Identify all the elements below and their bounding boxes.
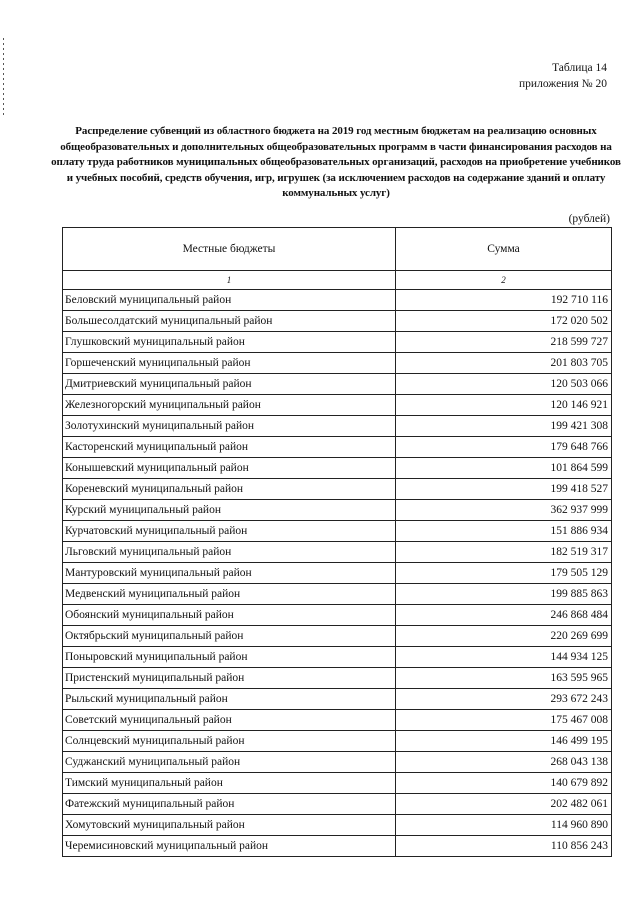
district-name: Касторенский муниципальный район [63,437,396,458]
district-sum: 110 856 243 [396,836,612,857]
district-name: Льговский муниципальный район [63,542,396,563]
table-row [63,815,612,836]
district-sum: 151 886 934 [396,521,612,542]
table-row [63,794,612,815]
district-name: Хомутовский муниципальный район [63,815,396,836]
table-row [63,668,612,689]
column-header-budgets: Местные бюджеты [63,228,396,271]
district-name: Рыльский муниципальный район [63,689,396,710]
table-row [63,752,612,773]
table-row [63,332,612,353]
district-sum: 114 960 890 [396,815,612,836]
column-index-1: 1 [63,271,396,290]
district-sum: 268 043 138 [396,752,612,773]
district-name: Черемисиновский муниципальный район [63,836,396,857]
district-sum: 199 418 527 [396,479,612,500]
district-name: Солнцевский муниципальный район [63,731,396,752]
table-row [63,773,612,794]
district-name: Курчатовский муниципальный район [63,521,396,542]
column-index-row [63,271,612,290]
table-row [63,647,612,668]
district-sum: 172 020 502 [396,311,612,332]
district-sum: 140 679 892 [396,773,612,794]
table-row [63,437,612,458]
district-name: Дмитриевский муниципальный район [63,374,396,395]
table-row [63,416,612,437]
district-sum: 146 499 195 [396,731,612,752]
district-sum: 199 421 308 [396,416,612,437]
district-sum: 101 864 599 [396,458,612,479]
district-sum: 201 803 705 [396,353,612,374]
district-sum: 182 519 317 [396,542,612,563]
table-row [63,395,612,416]
district-name: Беловский муниципальный район [63,290,396,311]
units-label: (рублей) [568,213,610,225]
table-row [63,710,612,731]
table-row [63,353,612,374]
table-row [63,626,612,647]
table-row [63,584,612,605]
table-row [63,689,612,710]
district-sum: 220 269 699 [396,626,612,647]
district-name: Медвенский муниципальный район [63,584,396,605]
district-sum: 293 672 243 [396,689,612,710]
district-name: Конышевский муниципальный район [63,458,396,479]
district-name: Золотухинский муниципальный район [63,416,396,437]
district-name: Суджанский муниципальный район [63,752,396,773]
district-name: Октябрьский муниципальный район [63,626,396,647]
appendix-label: приложения № 20 [519,78,607,90]
district-sum: 246 868 484 [396,605,612,626]
district-name: Фатежский муниципальный район [63,794,396,815]
district-sum: 179 648 766 [396,437,612,458]
district-name: Большесолдатский муниципальный район [63,311,396,332]
district-sum: 199 885 863 [396,584,612,605]
district-sum: 218 599 727 [396,332,612,353]
district-sum: 202 482 061 [396,794,612,815]
table-row [63,290,612,311]
budget-table [62,227,612,857]
table-row [63,605,612,626]
table-row [63,521,612,542]
column-index-2: 2 [396,271,612,290]
table-row [63,542,612,563]
document-title: Распределение субвенций из областного бюджета на 2019 год местным бюджетам на реализацию основных общеобразовательных и дополнительных общеобразовательных программ в части финансирования расходов на оплату труда работников муниципальных общеобразовательных организаций, расходов на приобретение учебников и учебных пособий, средств обучения, игр, игрушек (за исключением расходов на содержание зданий и оплату коммунальных услуг) [51,125,621,199]
district-sum: 163 595 965 [396,668,612,689]
district-name: Поныровский муниципальный район [63,647,396,668]
table-row [63,374,612,395]
district-name: Обоянский муниципальный район [63,605,396,626]
table-row [63,311,612,332]
district-name: Тимский муниципальный район [63,773,396,794]
district-name: Железногорский муниципальный район [63,395,396,416]
district-sum: 175 467 008 [396,710,612,731]
district-name: Пристенский муниципальный район [63,668,396,689]
district-name: Кореневский муниципальный район [63,479,396,500]
district-sum: 120 503 066 [396,374,612,395]
table-header-row [63,228,612,271]
table-row [63,731,612,752]
district-sum: 362 937 999 [396,500,612,521]
column-header-sum: Сумма [396,228,612,271]
table-number-block [519,60,607,92]
district-sum: 192 710 116 [396,290,612,311]
district-name: Советский муниципальный район [63,710,396,731]
table-row [63,458,612,479]
margin-binding-line [3,38,4,118]
table-body [63,290,612,857]
table-row [63,836,612,857]
district-name: Мантуровский муниципальный район [63,563,396,584]
district-sum: 179 505 129 [396,563,612,584]
table-row [63,563,612,584]
table-label: Таблица 14 [552,62,607,74]
district-sum: 120 146 921 [396,395,612,416]
district-name: Глушковский муниципальный район [63,332,396,353]
district-name: Курский муниципальный район [63,500,396,521]
district-name: Горшеченский муниципальный район [63,353,396,374]
district-sum: 144 934 125 [396,647,612,668]
table-row [63,479,612,500]
table-row [63,500,612,521]
